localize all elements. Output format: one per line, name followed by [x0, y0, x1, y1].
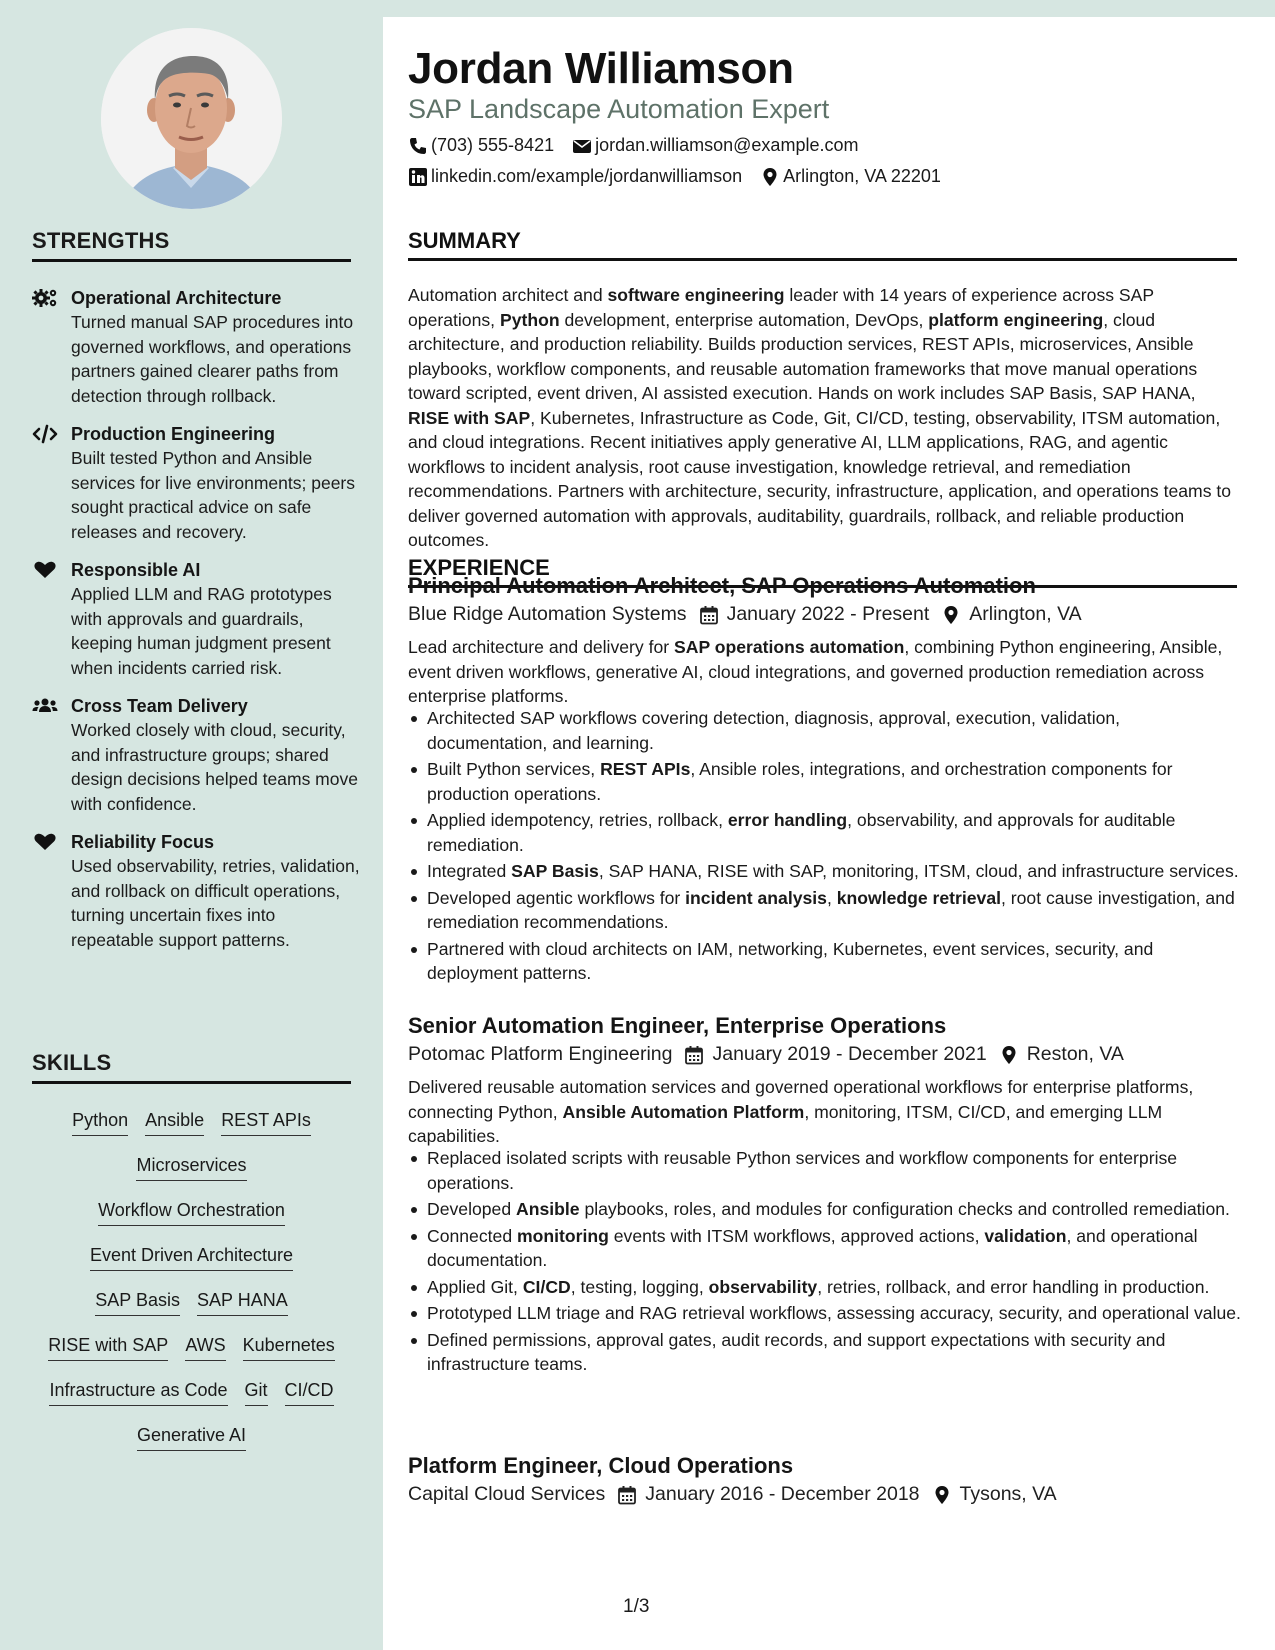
- location-text: Arlington, VA 22201: [783, 166, 941, 186]
- list-item: [408, 1146, 1244, 1195]
- list-item: [408, 757, 1244, 806]
- skill-tag: Workflow Orchestration: [98, 1198, 285, 1226]
- emphasis-text: monitoring: [517, 1225, 609, 1246]
- strength-description: Used observability, retries, validation, and rollback on difficult operations, turning uncertain fixes into repeatable support patterns.: [71, 856, 360, 950]
- job-dates: January 2016 - December 2018: [645, 1483, 920, 1505]
- summary-heading: SUMMARY: [408, 228, 1237, 261]
- skill-row: [32, 1243, 351, 1288]
- map-pin-icon: [760, 167, 780, 187]
- text-segment: events with ITSM workflows, approved actions,: [608, 1225, 985, 1246]
- skill-tag: Infrastructure as Code: [49, 1378, 227, 1406]
- list-item: [408, 1275, 1244, 1300]
- text-segment: ,: [826, 887, 837, 908]
- text-segment: development, enterprise automation, DevOps,: [559, 309, 929, 330]
- text-segment: , monitoring, ITSM, CI/CD, and emerging LLM capabilities.: [408, 1101, 1163, 1146]
- skills-list: [32, 1108, 351, 1468]
- emphasis-text: knowledge retrieval: [836, 887, 1002, 908]
- text-segment: Delivered reusable automation services and governed operational workflows for enterprise platforms, connecting Python,: [408, 1077, 1194, 1122]
- text-segment: , SAP HANA, RISE with SAP, monitoring, ITSM, cloud, and infrastructure services.: [598, 861, 1239, 881]
- emphasis-text: Ansible Automation Platform: [562, 1101, 805, 1122]
- list-item: [408, 1197, 1244, 1222]
- company-name: Capital Cloud Services: [408, 1483, 606, 1505]
- skill-row: [32, 1423, 351, 1468]
- list-item: [408, 1301, 1244, 1326]
- calendar-icon: [684, 1045, 704, 1065]
- text-segment: playbooks, roles, and modules for configuration checks and controlled remediation.: [579, 1199, 1230, 1219]
- company-name: Potomac Platform Engineering: [408, 1043, 673, 1065]
- strength-item: [32, 830, 362, 952]
- skill-tag: Ansible: [145, 1108, 204, 1136]
- text-segment: , cloud architecture, and production reliability. Builds production services, REST APIs, microservices, Ansible playbooks, workflow components, and reusable automation frameworks that move manual operations toward scripted, event driven, AI assisted execution. Hands on work includes SAP Basis, SAP HANA,: [408, 309, 1198, 403]
- summary-text: [408, 283, 1240, 553]
- experience-heading: EXPERIENCE: [408, 555, 1237, 588]
- strength-item: [32, 558, 362, 680]
- strengths-heading: STRENGTHS: [32, 228, 351, 262]
- job-meta: [408, 1043, 1124, 1066]
- skill-row: [32, 1378, 351, 1423]
- emphasis-text: SAP operations automation: [674, 637, 905, 657]
- skill-row: [32, 1153, 351, 1198]
- emphasis-text: RISE with SAP: [408, 407, 531, 428]
- candidate-name: Jordan Williamson: [408, 44, 794, 93]
- job-bullets: [408, 706, 1244, 988]
- text-segment: Integrated: [427, 861, 512, 881]
- strength-item: [32, 422, 362, 544]
- emphasis-text: incident analysis: [685, 887, 827, 908]
- list-item: [408, 886, 1244, 935]
- text-segment: , testing, logging,: [570, 1276, 709, 1297]
- text-segment: , Kubernetes, Infrastructure as Code, Git, CI/CD, testing, observability, ITSM automation, and cloud integrations. Recent initiatives apply generative AI, LLM applications, RAG, and agentic workflows to incident analysis, root cause investigation, knowledge retrieval, and remediation recommendations. Partners with architecture, security, infrastructure, application, and operations teams to deliver governed automation with approvals, auditability, guardrails, rollback, and reliable production outcomes.: [408, 407, 1232, 550]
- contact-line-1: [408, 135, 876, 156]
- job-dates: January 2022 - Present: [726, 603, 930, 625]
- text-segment: , observability, and approvals for auditable remediation.: [427, 810, 1176, 855]
- strength-title: Reliability Focus: [71, 832, 215, 852]
- strength-description: Turned manual SAP procedures into governed workflows, and operations partners gained clearer paths from detection through rollback.: [71, 312, 354, 406]
- strength-title: Cross Team Delivery: [71, 696, 248, 716]
- text-segment: , Ansible roles, integrations, and orchestration components for production operations.: [427, 759, 1173, 804]
- text-segment: Lead architecture and delivery for: [408, 637, 675, 657]
- text-segment: Architected SAP workflows covering detection, diagnosis, approval, execution, validation, documentation, and learning.: [427, 708, 1121, 753]
- heart-icon: [32, 560, 58, 580]
- emphasis-text: platform engineering: [928, 309, 1104, 330]
- text-segment: , retries, rollback, and error handling in production.: [817, 1276, 1210, 1297]
- skill-tag: Microservices: [136, 1153, 246, 1181]
- text-segment: Automation architect and: [408, 285, 608, 305]
- text-segment: Partnered with cloud architects on IAM, networking, Kubernetes, event services, security, and deployment patterns.: [427, 938, 1154, 983]
- strength-description: Worked closely with cloud, security, and infrastructure groups; shared design decisions helped teams move with confidence.: [71, 720, 358, 814]
- sidebar: [0, 0, 383, 1650]
- job-location: Reston, VA: [1026, 1043, 1124, 1065]
- job-location: Tysons, VA: [959, 1483, 1057, 1505]
- map-pin-icon: [932, 1485, 952, 1505]
- users-icon: [32, 696, 58, 716]
- avatar: [101, 28, 282, 209]
- text-segment: Applied Git,: [427, 1276, 523, 1297]
- emphasis-text: error handling: [727, 810, 848, 830]
- map-pin-icon: [941, 605, 961, 625]
- strength-title: Operational Architecture: [71, 288, 282, 308]
- strength-item: [32, 286, 362, 408]
- text-segment: Prototyped LLM triage and RAG retrieval workflows, assessing accuracy, security, and operational value.: [427, 1303, 1241, 1323]
- strength-title: Production Engineering: [71, 424, 276, 444]
- list-item: [408, 937, 1244, 986]
- phone-icon: [408, 136, 428, 156]
- gears-icon: [32, 288, 58, 308]
- calendar-icon: [699, 605, 719, 625]
- text-segment: , combining Python engineering, Ansible, event driven workflows, generative AI, cloud integrations, and governed production remediation across enterprise platforms.: [408, 637, 1223, 706]
- email-icon: [572, 136, 592, 156]
- job-description: [408, 1075, 1240, 1149]
- strength-description: Applied LLM and RAG prototypes with approvals and guardrails, keeping human judgment present when incidents carried risk.: [71, 584, 332, 678]
- skill-tag: RISE with SAP: [48, 1333, 168, 1361]
- text-segment: Replaced isolated scripts with reusable Python services and workflow components for enterprise operations.: [427, 1148, 1178, 1193]
- job-title: Principal Automation Architect, SAP Operations Automation: [408, 573, 1036, 598]
- text-segment: Built Python services,: [427, 759, 601, 779]
- contact-line-2: [408, 166, 959, 187]
- skill-row: [32, 1108, 351, 1153]
- job-meta: [408, 603, 1082, 626]
- skill-tag: SAP HANA: [197, 1288, 288, 1316]
- page-number: 1/3: [623, 1596, 650, 1617]
- emphasis-text: observability: [708, 1276, 818, 1297]
- emphasis-text: CI/CD: [522, 1276, 571, 1297]
- candidate-title: SAP Landscape Automation Expert: [408, 94, 830, 124]
- list-item: [408, 859, 1244, 884]
- skills-heading: SKILLS: [32, 1050, 351, 1084]
- skill-tag: SAP Basis: [95, 1288, 180, 1316]
- text-segment: , root cause investigation, and remediation recommendations.: [427, 887, 1235, 932]
- emphasis-text: Ansible: [516, 1199, 580, 1219]
- list-item: [408, 706, 1244, 755]
- skill-tag: Generative AI: [137, 1423, 246, 1451]
- skill-row: [32, 1288, 351, 1333]
- skill-tag: AWS: [185, 1333, 225, 1361]
- strengths-list: [32, 286, 362, 966]
- strength-title: Responsible AI: [71, 560, 201, 580]
- job-title: Platform Engineer, Cloud Operations: [408, 1453, 794, 1478]
- list-item: [408, 1224, 1244, 1273]
- text-segment: Connected: [427, 1225, 517, 1246]
- company-name: Blue Ridge Automation Systems: [408, 603, 687, 625]
- text-segment: , and operational documentation.: [427, 1225, 1198, 1270]
- code-icon: [32, 424, 58, 444]
- skill-tag: Git: [245, 1378, 268, 1406]
- job-location: Arlington, VA: [969, 603, 1082, 625]
- emphasis-text: REST APIs: [600, 759, 691, 779]
- skill-row: [32, 1198, 351, 1243]
- linkedin-icon: [408, 167, 428, 187]
- list-item: [408, 1328, 1244, 1377]
- main-content: [383, 17, 1275, 1650]
- skill-tag: Event Driven Architecture: [90, 1243, 293, 1271]
- map-pin-icon: [999, 1045, 1019, 1065]
- skill-tag: Kubernetes: [243, 1333, 335, 1361]
- linkedin-link[interactable]: linkedin.com/example/jordanwilliamson: [431, 166, 743, 186]
- skill-tag: CI/CD: [285, 1378, 334, 1406]
- emphasis-text: SAP Basis: [511, 861, 599, 881]
- skill-row: [32, 1333, 351, 1378]
- skill-tag: REST APIs: [221, 1108, 311, 1136]
- text-segment: leader with 14 years of experience across SAP operations,: [408, 285, 1154, 330]
- job-bullets: [408, 1146, 1244, 1379]
- phone-text[interactable]: (703) 555-8421: [431, 135, 555, 155]
- job-description: [408, 635, 1240, 709]
- emphasis-text: software engineering: [607, 285, 785, 305]
- emphasis-text: Python: [499, 309, 560, 330]
- strength-description: Built tested Python and Ansible services for live environments; peers sought practical advice on safe releases and recovery.: [71, 448, 355, 542]
- job-dates: January 2019 - December 2021: [712, 1043, 987, 1065]
- job-meta: [408, 1483, 1057, 1506]
- strength-item: [32, 694, 362, 816]
- list-item: [408, 808, 1244, 857]
- job-title: Senior Automation Engineer, Enterprise Operations: [408, 1013, 947, 1038]
- heart-icon: [32, 832, 58, 852]
- text-segment: Developed agentic workflows for: [427, 887, 686, 908]
- email-link[interactable]: jordan.williamson@example.com: [595, 135, 859, 155]
- text-segment: Developed: [427, 1199, 517, 1219]
- text-segment: Applied idempotency, retries, rollback,: [427, 810, 728, 830]
- text-segment: Defined permissions, approval gates, audit records, and support expectations with security and infrastructure teams.: [427, 1329, 1166, 1374]
- calendar-icon: [617, 1485, 637, 1505]
- skill-tag: Python: [72, 1108, 128, 1136]
- emphasis-text: validation: [984, 1225, 1067, 1246]
